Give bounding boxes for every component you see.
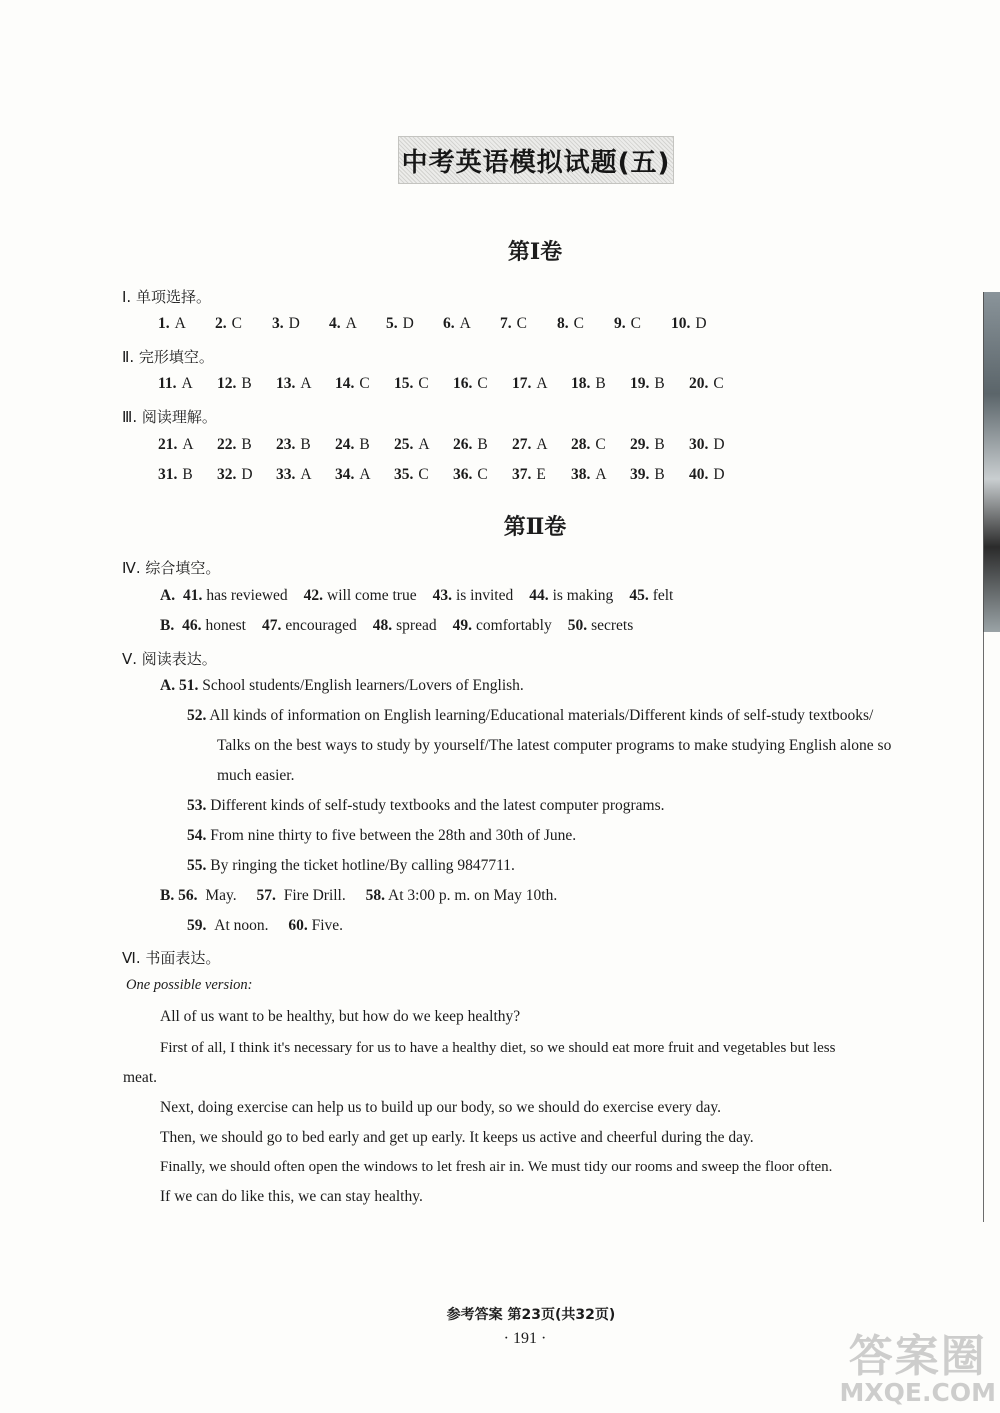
- question-number: 29.: [630, 436, 650, 453]
- mc-answer: [630, 375, 689, 393]
- answer-text: Different kinds of self-study textbooks and the latest computer programs.: [210, 797, 665, 814]
- essay-paragraph-2-cont: meat.: [123, 1069, 157, 1086]
- answer-letter: A: [182, 436, 194, 453]
- answer-text: is invited: [455, 587, 514, 604]
- mc-answer: [512, 466, 571, 484]
- answer-text: May.: [205, 887, 237, 904]
- question-number: 13.: [276, 375, 296, 392]
- section-2-heading: Ⅱ. 完形填空。: [122, 348, 214, 366]
- question-number: 46.: [182, 617, 202, 634]
- answer-letter: A: [536, 375, 548, 392]
- answer-letter: B: [359, 436, 370, 453]
- question-number: 41.: [182, 587, 203, 604]
- question-number: 21.: [158, 436, 178, 453]
- page-footer: 参考答案 第23页(共32页): [446, 1307, 616, 1323]
- question-number: 38.: [571, 466, 591, 483]
- answer-text: All kinds of information on English learning/Educational materials/Different kinds of self-study textbooks/: [209, 707, 874, 724]
- mc-answer: [394, 375, 453, 393]
- answer-letter: A: [300, 466, 312, 483]
- question-number: 31.: [158, 466, 178, 483]
- mc-answer: [217, 466, 276, 484]
- fill-row-b: [160, 617, 649, 635]
- answer-letter: B: [477, 436, 488, 453]
- answer-55: [187, 857, 515, 875]
- mc-answer: [276, 466, 335, 484]
- mc-answer: [614, 315, 671, 333]
- answer-text: Fire Drill.: [283, 887, 346, 904]
- answer-letter: B: [595, 375, 606, 392]
- answer-59-60: [187, 917, 343, 935]
- answer-text: Five.: [311, 917, 344, 934]
- question-number: 20.: [689, 375, 709, 392]
- question-number: 25.: [394, 436, 414, 453]
- answer-letter: B: [182, 466, 193, 483]
- answer-letter: A: [359, 466, 371, 483]
- answer-letter: E: [536, 466, 546, 483]
- volume-2-heading: 第Ⅱ卷: [503, 514, 567, 540]
- mc-row-2: [158, 375, 748, 393]
- mc-answer: [512, 436, 571, 454]
- mc-answer: [158, 315, 215, 333]
- answer-letter: A: [595, 466, 607, 483]
- mc-answer: [443, 315, 500, 333]
- section-6-heading: Ⅵ. 书面表达。: [122, 949, 221, 967]
- mc-row-4: [158, 466, 748, 484]
- question-number: 2.: [215, 315, 227, 332]
- mc-answer: [630, 436, 689, 454]
- question-number: 15.: [394, 375, 414, 392]
- answer-letter: B: [241, 436, 252, 453]
- question-number: 8.: [557, 315, 569, 332]
- essay-paragraph-5: Finally, we should often open the windows to let fresh air in. We must tidy our rooms and sweep the floor often.: [160, 1159, 833, 1175]
- answer-56-58: [160, 887, 557, 905]
- question-number: 7.: [500, 315, 512, 332]
- answer-letter: A: [459, 315, 471, 332]
- answer-letter: C: [359, 375, 370, 392]
- question-number: 43.: [432, 587, 452, 604]
- answer-letter: D: [695, 315, 707, 332]
- question-number: 27.: [512, 436, 532, 453]
- question-number: 49.: [452, 617, 472, 634]
- mc-answer: [335, 466, 394, 484]
- answer-letter: D: [713, 436, 725, 453]
- question-number: 11.: [158, 375, 177, 392]
- essay-paragraph-6: If we can do like this, we can stay healthy.: [160, 1188, 423, 1205]
- mc-answer: [394, 466, 453, 484]
- question-number: 9.: [614, 315, 626, 332]
- mc-answer: [158, 375, 217, 393]
- question-number: 44.: [529, 587, 549, 604]
- question-number: 40.: [689, 466, 709, 483]
- question-number: 51.: [178, 677, 199, 694]
- mc-answer: [689, 466, 748, 484]
- answer-text: At 3:00 p. m. on May 10th.: [388, 887, 558, 904]
- answer-53: [187, 797, 665, 815]
- answer-52-line-3: much easier.: [217, 767, 295, 784]
- question-number: 23.: [276, 436, 296, 453]
- question-number: 47.: [261, 617, 282, 634]
- question-number: 10.: [671, 315, 691, 332]
- answer-letter: C: [477, 466, 488, 483]
- question-number: 12.: [217, 375, 237, 392]
- volume-1-heading: 第Ⅰ卷: [507, 239, 563, 265]
- question-number: 60.: [288, 917, 308, 934]
- answer-text: felt: [652, 587, 674, 604]
- mc-answer: [630, 466, 689, 484]
- part-label: B.: [160, 617, 175, 634]
- watermark-url: MXQE.COM: [839, 1378, 996, 1407]
- answer-letter: C: [231, 315, 242, 332]
- question-number: 18.: [571, 375, 591, 392]
- question-number: 22.: [217, 436, 237, 453]
- question-number: 24.: [335, 436, 355, 453]
- exam-title-banner: [398, 136, 674, 184]
- question-number: 57.: [256, 887, 276, 904]
- question-number: 37.: [512, 466, 532, 483]
- section-5-heading: Ⅴ. 阅读表达。: [122, 650, 217, 668]
- watermark-seal: 答案圈: [848, 1331, 987, 1382]
- answer-text: From nine thirty to five between the 28th and 30th of June.: [210, 827, 577, 844]
- question-number: 48.: [372, 617, 393, 634]
- question-number: 6.: [443, 315, 455, 332]
- mc-answer: [335, 436, 394, 454]
- question-number: 5.: [386, 315, 398, 332]
- answer-51: [160, 677, 524, 695]
- answer-letter: A: [174, 315, 186, 332]
- answer-letter: C: [418, 466, 429, 483]
- mc-row-3: [158, 436, 748, 454]
- answer-letter: C: [713, 375, 724, 392]
- answer-letter: A: [345, 315, 357, 332]
- question-number: 32.: [217, 466, 237, 483]
- mc-answer: [453, 436, 512, 454]
- mc-answer: [453, 375, 512, 393]
- mc-answer: [500, 315, 557, 333]
- question-number: 52.: [187, 707, 207, 724]
- question-number: 17.: [512, 375, 532, 392]
- mc-answer: [512, 375, 571, 393]
- mc-answer: [571, 375, 630, 393]
- answer-letter: B: [241, 375, 252, 392]
- question-number: 28.: [571, 436, 591, 453]
- answer-letter: B: [654, 436, 665, 453]
- page-number: · 191 ·: [503, 1330, 547, 1347]
- answer-letter: D: [713, 466, 725, 483]
- mc-answer: [571, 436, 630, 454]
- mc-answer: [671, 315, 728, 333]
- question-number: 58.: [365, 887, 385, 904]
- mc-answer: [394, 436, 453, 454]
- question-number: 34.: [335, 466, 355, 483]
- answer-text: has reviewed: [206, 587, 288, 604]
- answer-text: will come true: [327, 587, 417, 604]
- answer-letter: A: [181, 375, 193, 392]
- answer-52: [187, 707, 873, 725]
- mc-answer: [276, 375, 335, 393]
- essay-label: One possible version:: [126, 977, 253, 993]
- question-number: 33.: [276, 466, 296, 483]
- answer-letter: C: [516, 315, 527, 332]
- mc-answer: [557, 315, 614, 333]
- answer-text: spread: [396, 617, 437, 634]
- mc-answer: [215, 315, 272, 333]
- page-edge-strip: [983, 292, 1000, 632]
- mc-answer: [217, 375, 276, 393]
- exam-title: 中考英语模拟试题(五): [401, 147, 671, 178]
- question-number: 45.: [629, 587, 649, 604]
- answer-text: By ringing the ticket hotline/By calling 9847711.: [210, 857, 515, 874]
- answer-letter: B: [654, 466, 665, 483]
- mc-answer: [272, 315, 329, 333]
- mc-answer: [386, 315, 443, 333]
- answer-letter: D: [241, 466, 253, 483]
- answer-text: honest: [205, 617, 246, 634]
- mc-answer: [276, 436, 335, 454]
- watermark-logo: [840, 1320, 996, 1407]
- answer-letter: C: [573, 315, 584, 332]
- answer-letter: A: [536, 436, 548, 453]
- answer-text: encouraged: [285, 617, 357, 634]
- mc-answer: [158, 436, 217, 454]
- part-label: A.: [160, 587, 176, 604]
- section-4-heading: Ⅳ. 综合填空。: [122, 559, 221, 577]
- answer-letter: A: [300, 375, 312, 392]
- essay-paragraph-1: All of us want to be healthy, but how do we keep healthy?: [160, 1008, 521, 1025]
- part-label: B.: [160, 887, 175, 904]
- section-1-heading: Ⅰ. 单项选择。: [122, 288, 211, 306]
- answer-letter: B: [654, 375, 665, 392]
- essay-paragraph-2: First of all, I think it's necessary for us to have a healthy diet, so we should eat more fruit and vegetables but less: [160, 1040, 836, 1056]
- answer-text: School students/English learners/Lovers of English.: [202, 677, 524, 694]
- section-3-heading: Ⅲ. 阅读理解。: [122, 408, 217, 426]
- mc-answer: [453, 466, 512, 484]
- mc-answer: [329, 315, 386, 333]
- question-number: 53.: [187, 797, 207, 814]
- answer-52-line-2: Talks on the best ways to study by yourself/The latest computer programs to make studying English alone so: [217, 737, 892, 754]
- answer-text: At noon.: [214, 917, 269, 934]
- question-number: 19.: [630, 375, 650, 392]
- mc-answer: [689, 375, 748, 393]
- mc-answer: [335, 375, 394, 393]
- mc-row-1: [158, 315, 728, 333]
- answer-letter: D: [288, 315, 300, 332]
- question-number: 56.: [178, 887, 198, 904]
- question-number: 42.: [303, 587, 324, 604]
- mc-answer: [689, 436, 748, 454]
- question-number: 30.: [689, 436, 709, 453]
- essay-paragraph-4: Then, we should go to bed early and get up early. It keeps us active and cheerful during the day.: [160, 1129, 754, 1146]
- question-number: 54.: [187, 827, 207, 844]
- essay-paragraph-3: Next, doing exercise can help us to build up our body, so we should do exercise every day.: [160, 1099, 722, 1116]
- question-number: 14.: [335, 375, 355, 392]
- question-number: 36.: [453, 466, 473, 483]
- question-number: 16.: [453, 375, 473, 392]
- mc-answer: [158, 466, 217, 484]
- answer-letter: C: [595, 436, 606, 453]
- fill-row-a: [160, 587, 689, 605]
- question-number: 39.: [630, 466, 650, 483]
- part-label: A.: [160, 677, 176, 694]
- answer-letter: C: [477, 375, 488, 392]
- answer-letter: C: [418, 375, 429, 392]
- question-number: 35.: [394, 466, 414, 483]
- mc-answer: [217, 436, 276, 454]
- question-number: 26.: [453, 436, 473, 453]
- answer-letter: B: [300, 436, 311, 453]
- answer-letter: A: [418, 436, 430, 453]
- question-number: 50.: [567, 617, 588, 634]
- question-number: 3.: [272, 315, 284, 332]
- answer-text: comfortably: [475, 617, 552, 634]
- answer-text: is making: [552, 587, 614, 604]
- answer-letter: C: [630, 315, 641, 332]
- answer-text: secrets: [591, 617, 634, 634]
- question-number: 59.: [187, 917, 207, 934]
- question-number: 1.: [158, 315, 170, 332]
- answer-letter: D: [402, 315, 414, 332]
- question-number: 4.: [329, 315, 341, 332]
- mc-answer: [571, 466, 630, 484]
- question-number: 55.: [187, 857, 207, 874]
- answer-54: [187, 827, 576, 845]
